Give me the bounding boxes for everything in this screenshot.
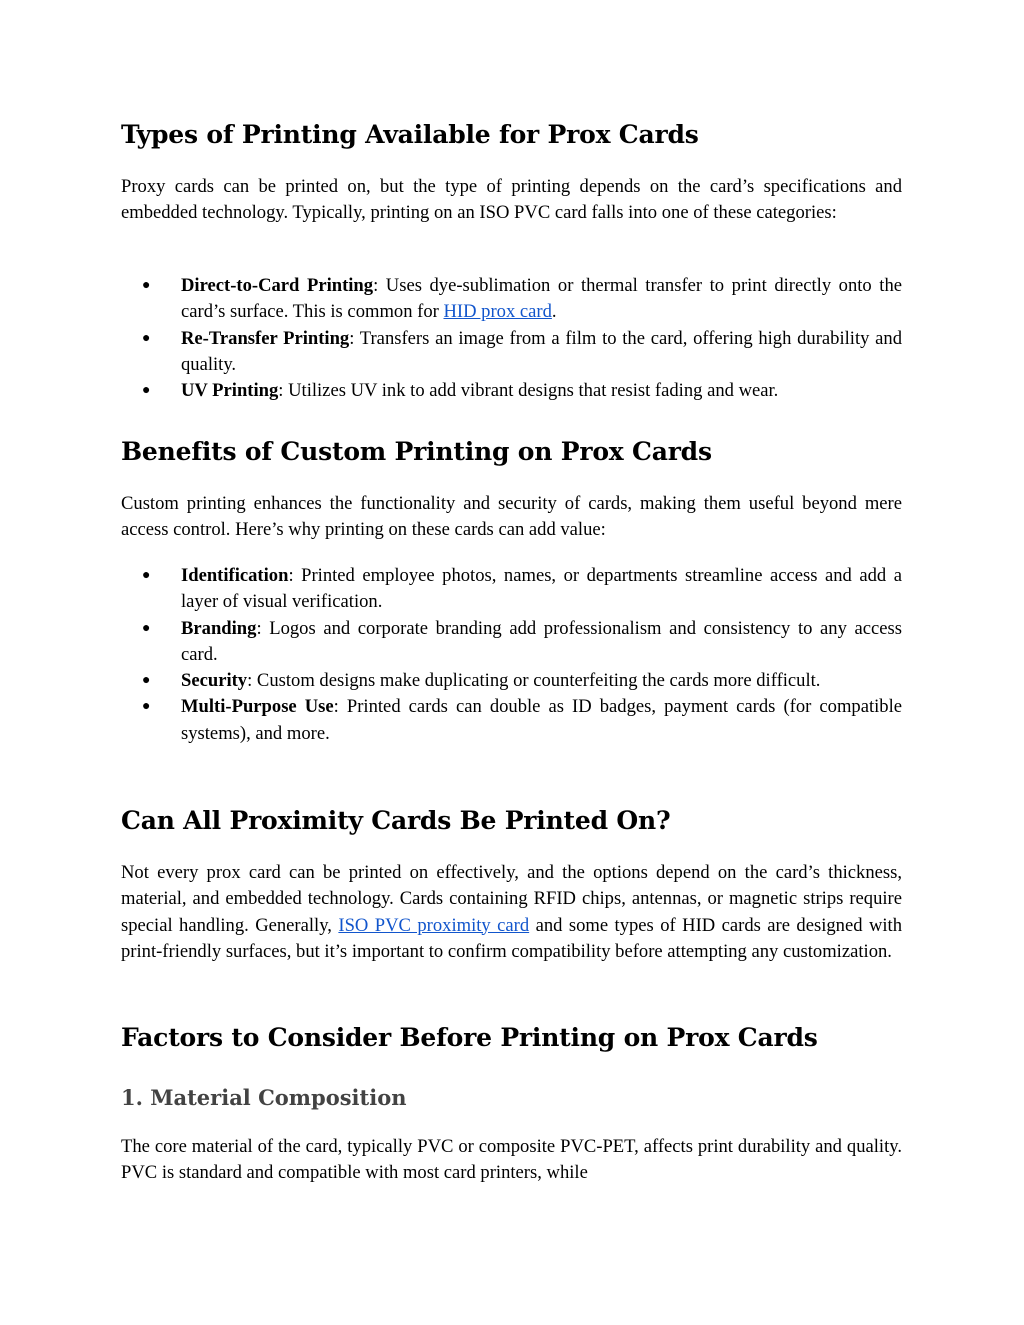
- bullet-glyph: ●: [142, 620, 151, 636]
- list-item-term: Branding: [181, 617, 257, 639]
- section-paragraph: [121, 860, 902, 965]
- list-item-text-end: .: [551, 301, 557, 323]
- subheading-material-composition: 1. Material Composition: [121, 1085, 407, 1110]
- bullet-glyph: ●: [142, 278, 151, 293]
- bullet-glyph: ●: [142, 383, 151, 399]
- bullet-glyph: ●: [142, 330, 151, 346]
- section-heading-factors: Factors to Consider Before Printing on Prox Cards: [121, 1023, 818, 1052]
- list-item-text: : Printed employee photos, names, or departments streamline access and add a layer of visual verification.: [181, 565, 902, 613]
- section-intro-paragraph: Custom printing enhances the functionality and security of cards, making them useful beyond mere access control. Here’s why printing on these cards can add value:: [121, 493, 902, 541]
- list-item-text: : Custom designs make duplicating or counterfeiting the cards more difficult.: [247, 670, 821, 692]
- bullet-glyph: ●: [142, 568, 151, 583]
- list-item-term: UV Printing: [181, 380, 279, 402]
- list-item-text: : Printed cards can double as ID badges, payment cards (for compatible systems), and more.: [181, 696, 903, 744]
- list-item-term: Multi-Purpose Use: [181, 696, 334, 718]
- list-item-text: : Uses dye-sublimation or thermal transfer to print directly onto the card’s surface. This is common for: [181, 275, 902, 323]
- list-item: [121, 378, 902, 404]
- bullet-glyph: ●: [142, 699, 151, 715]
- list-item-text: : Utilizes UV ink to add vibrant designs that resist fading and wear.: [278, 380, 779, 402]
- list-item-text: : Logos and corporate branding add professionalism and consistency to any access card.: [181, 617, 902, 665]
- paragraph-text-end: and some types of HID cards are designed with print-friendly surfaces, but it’s important to confirm compatibility before attempting any customization.: [121, 914, 903, 962]
- section-heading-can-all-cards: Can All Proximity Cards Be Printed On?: [121, 806, 671, 835]
- bullet-glyph: ●: [142, 673, 151, 689]
- list-item: [121, 668, 902, 694]
- list-item-term: Direct-to-Card Printing: [181, 275, 374, 296]
- printing-types-list: [121, 273, 902, 404]
- section-heading-benefits: Benefits of Custom Printing on Prox Cards: [121, 437, 712, 466]
- list-item: [121, 694, 902, 747]
- hid-prox-card-link[interactable]: HID prox card: [443, 301, 552, 323]
- iso-pvc-proximity-card-link[interactable]: ISO PVC proximity card: [338, 914, 530, 936]
- section-paragraph: The core material of the card, typically PVC or composite PVC-PET, affects print durability and quality. PVC is standard and compatible with most card printers, while: [121, 1136, 902, 1184]
- list-item: [121, 326, 902, 379]
- list-item-term: Re-Transfer Printing: [181, 327, 350, 349]
- list-item-text: : Transfers an image from a film to the card, offering high durability and quality.: [181, 327, 902, 375]
- section-intro-paragraph: Proxy cards can be printed on, but the type of printing depends on the card’s specifications and embedded technology. Typically, printing on an ISO PVC card falls into one of these categories:: [121, 176, 902, 224]
- list-item-term: Security: [181, 670, 248, 692]
- list-item: [121, 616, 902, 669]
- paragraph-text: Not every prox card can be printed on effectively, and the options depend on the card’s thickness, material, and embedded technology. Cards containing RFID chips, antennas, or magnetic strips require special handling. Generally,: [121, 862, 902, 936]
- benefits-list: [121, 563, 902, 747]
- list-item: [121, 273, 902, 326]
- list-item: [121, 563, 902, 616]
- section-heading-types-of-printing: Types of Printing Available for Prox Cards: [121, 120, 699, 149]
- list-item-term: Identification: [181, 565, 289, 586]
